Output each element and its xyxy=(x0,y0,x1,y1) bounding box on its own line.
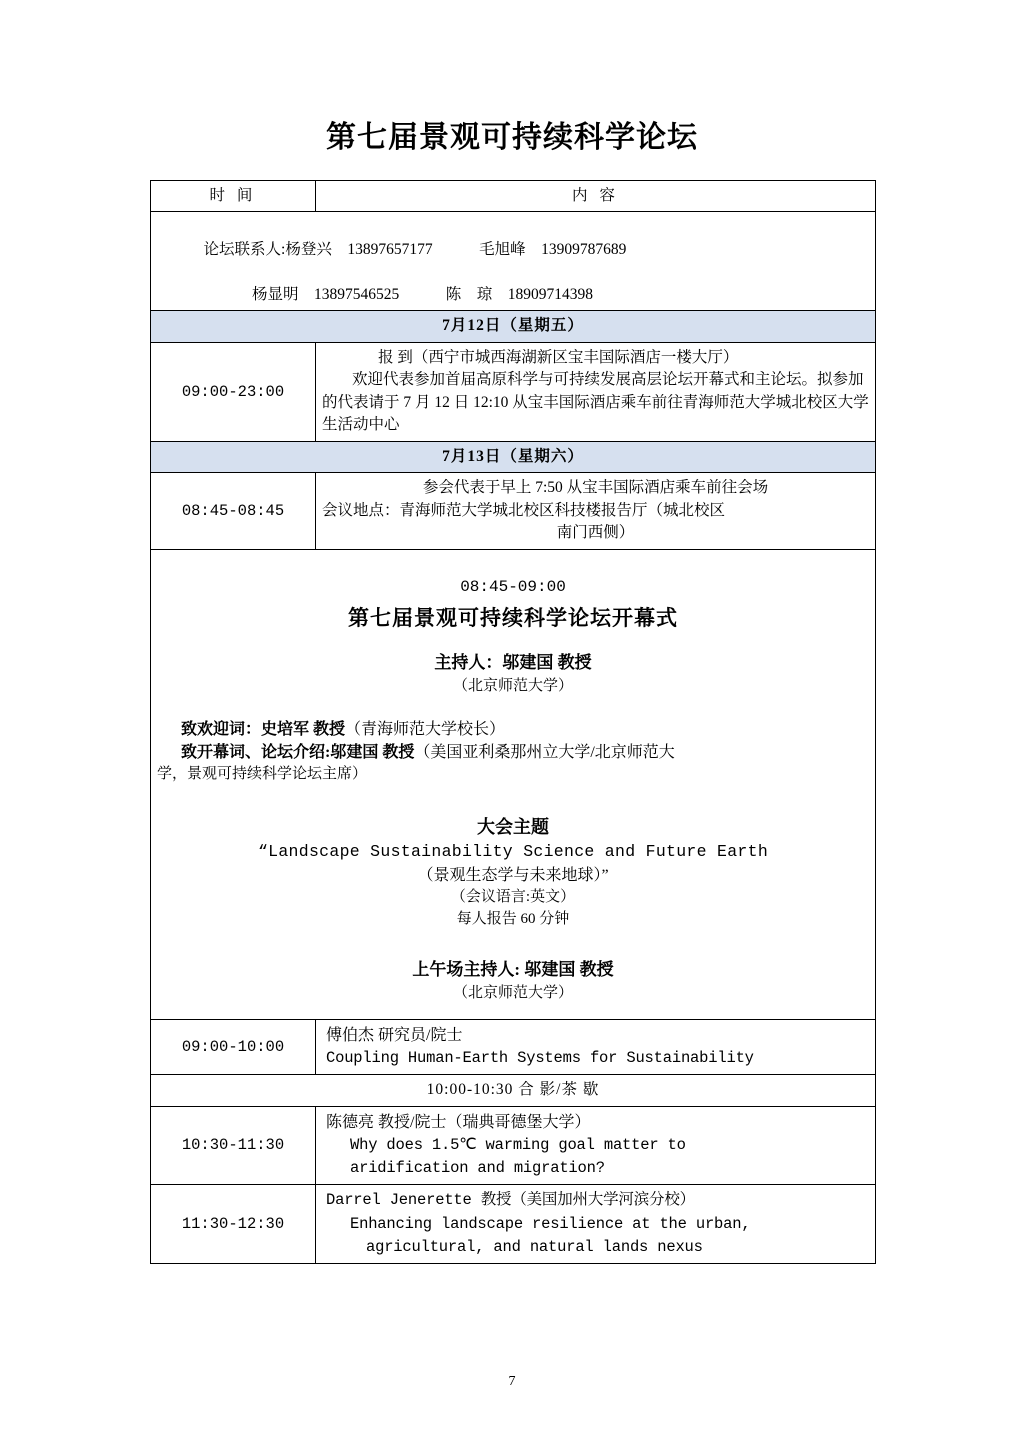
contact-cell xyxy=(151,212,876,311)
talk-speaker-2: 陈德亮 教授/院士（瑞典哥德堡大学） xyxy=(326,1113,591,1131)
day-bar-july-12 xyxy=(151,311,876,342)
talk-speaker-3: Darrel Jenerette 教授（美国加州大学河滨分校） xyxy=(326,1191,695,1210)
transfer-line-3: 南门西侧） xyxy=(556,524,635,542)
table-header-row xyxy=(151,181,876,212)
talk-time-1: 09:00-10:00 xyxy=(151,1019,316,1074)
opening-title: 第七届景观可持续科学论坛开幕式 xyxy=(348,605,678,630)
conference-language-note: （会议语言:英文） xyxy=(450,888,576,905)
opening-remarks-line xyxy=(157,741,869,764)
page-title: 第七届景观可持续科学论坛 xyxy=(326,121,698,154)
transfer-content xyxy=(316,473,876,549)
opening-ceremony-row xyxy=(151,549,876,1019)
transfer-time: 08:45-08:45 xyxy=(151,473,316,549)
registration-line-2: 欢迎代表参加首届高原科学与可持续发展高层论坛开幕式和主论坛。拟参加的代表请于 7 月 12 日 12:10 从宝丰国际酒店乘车前往青海师范大学城北校区大学生活动中心 xyxy=(322,371,869,434)
agenda-table xyxy=(150,180,876,1264)
break-label: 10:00-10:30 合 影/茶 歇 xyxy=(151,1075,876,1106)
talk-content-2 xyxy=(316,1106,876,1185)
transfer-line-1: 参会代表于早上 7:50 从宝丰国际酒店乘车前往会场 xyxy=(422,479,769,497)
day-bar-label-2: 7月13日（星期六） xyxy=(151,441,876,472)
contact-people-1: 杨登兴 13897657177 毛旭峰 13909787689 xyxy=(285,240,627,258)
opening-time: 08:45-09:00 xyxy=(460,577,566,596)
talk-row-3 xyxy=(151,1185,876,1264)
welcome-speech-affiliation: （青海师范大学校长） xyxy=(345,720,506,738)
contact-line-2: 杨显明 13897546525 陈 琼 18909714398 xyxy=(252,285,594,303)
talk-title-3-line1: Enhancing landscape resilience at the urban, xyxy=(350,1214,751,1233)
contact-label: 论坛联系人: xyxy=(203,240,286,258)
talk-content-3 xyxy=(316,1185,876,1264)
contact-line-1 xyxy=(157,216,869,283)
transfer-row xyxy=(151,473,876,549)
conference-theme-chinese: （景观生态学与未来地球）” xyxy=(417,866,609,884)
header-time: 时 间 xyxy=(151,181,316,212)
talk-title-1: Coupling Human-Earth Systems for Sustainability xyxy=(326,1048,754,1067)
header-content: 内 容 xyxy=(316,181,876,212)
talk-title-2-line1: Why does 1.5℃ warming goal matter to xyxy=(350,1135,686,1154)
talk-row-1 xyxy=(151,1019,876,1074)
opening-remarks-affiliation: （美国亚利桑那州立大学/北京师范大 xyxy=(414,743,675,761)
break-row xyxy=(151,1075,876,1106)
welcome-speech-label: 致欢迎词：史培军 教授 xyxy=(181,720,346,738)
day-bar-july-13 xyxy=(151,441,876,472)
talk-duration-note: 每人报告 60 分钟 xyxy=(456,910,570,927)
registration-content xyxy=(316,342,876,441)
talk-speaker-1: 傅伯杰 研究员/院士 xyxy=(326,1026,463,1044)
opening-remarks-affiliation-2: 学，景观可持续科学论坛主席） xyxy=(157,765,368,782)
morning-session-host: 上午场主持人: 邬建国 教授 xyxy=(412,960,614,980)
page-number: 7 xyxy=(508,1374,516,1389)
talk-title-3-line2: agricultural, and natural lands nexus xyxy=(366,1237,703,1256)
opening-ceremony-cell xyxy=(151,549,876,1019)
registration-row xyxy=(151,342,876,441)
opening-host: 主持人：邬建国 教授 xyxy=(434,653,592,673)
contact-row xyxy=(151,212,876,311)
talk-content-1 xyxy=(316,1019,876,1074)
talk-title-2-line2: aridification and migration? xyxy=(350,1159,605,1178)
registration-time: 09:00-23:00 xyxy=(151,342,316,441)
transfer-line-2: 会议地点：青海师范大学城北校区科技楼报告厅（城北校区 xyxy=(322,501,726,519)
talk-time-3: 11:30-12:30 xyxy=(151,1185,316,1264)
registration-line-1: 报 到（西宁市城西海湖新区宝丰国际酒店一楼大厅） xyxy=(378,348,739,366)
conference-theme-english: “Landscape Sustainability Science and Future Earth xyxy=(257,841,769,861)
talk-row-2 xyxy=(151,1106,876,1185)
welcome-speech-line xyxy=(157,718,869,741)
opening-remarks-label: 致开幕词、论坛介绍:邬建国 教授 xyxy=(181,743,415,761)
opening-host-affiliation: （北京师范大学） xyxy=(452,677,573,694)
talk-time-2: 10:30-11:30 xyxy=(151,1106,316,1185)
morning-session-host-affiliation: （北京师范大学） xyxy=(452,985,573,1002)
conference-theme-title: 大会主题 xyxy=(477,816,549,837)
day-bar-label: 7月12日（星期五） xyxy=(151,311,876,342)
